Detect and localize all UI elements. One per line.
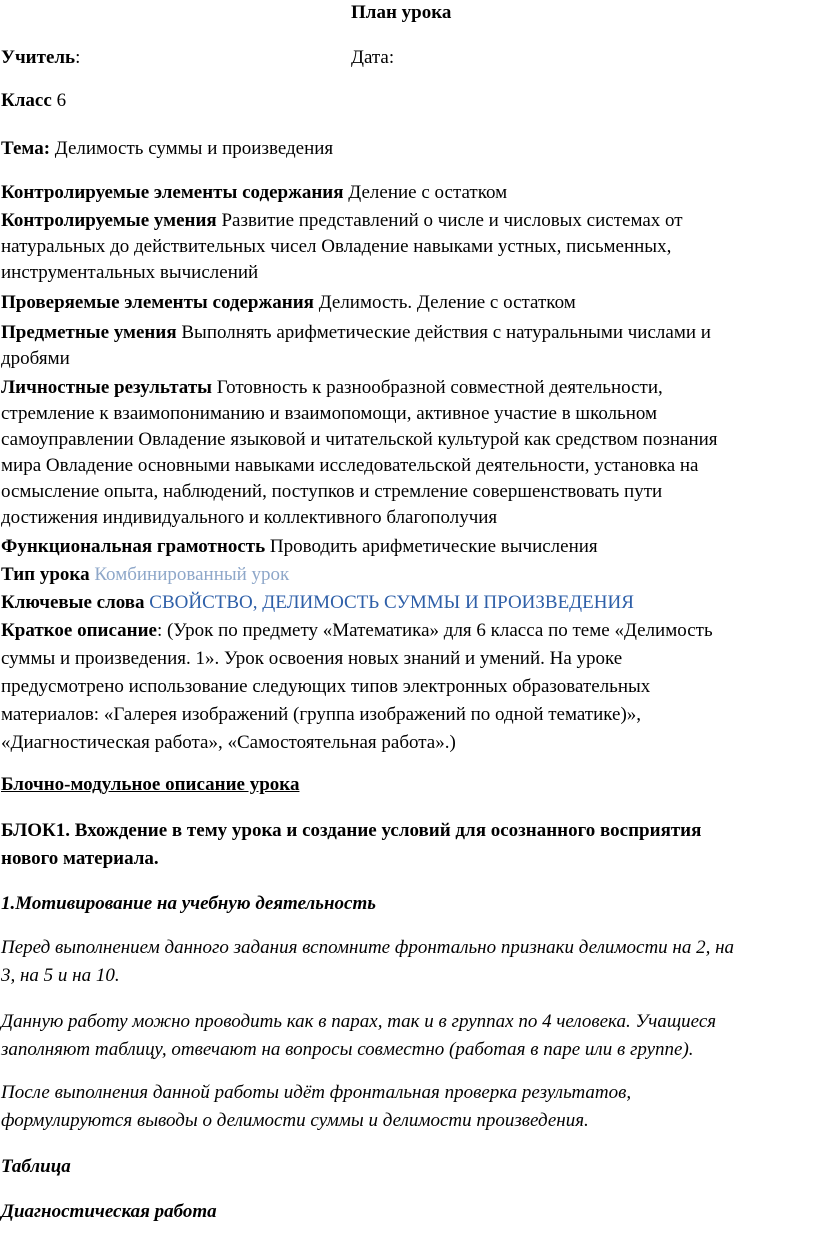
teacher-line — [1, 45, 80, 71]
checked-elements-line — [1, 290, 576, 316]
keywords-label: Ключевые слова — [1, 592, 145, 613]
keywords-line — [1, 590, 634, 616]
paragraph-2-line-1: Данную работу можно проводить как в парах, так и в группах по 4 человека. Учащиеся — [1, 1011, 717, 1032]
personal-line-4: мира Овладение основными навыками исследовательской деятельности, установка на — [1, 455, 699, 476]
teacher-label: Учитель — [1, 47, 76, 68]
block1-heading-line-1: БЛОК1. Вхождение в тему урока и создание условий для осознанного восприятия — [1, 820, 702, 841]
skills-line-2: натуральных до действительных чисел Овладение навыками устных, письменных, — [1, 236, 672, 257]
personal-line-1 — [1, 375, 663, 401]
personal-line-3: самоуправлении Овладение языковой и читательской культурой как средством познания — [1, 429, 718, 450]
skills-label: Контролируемые умения — [1, 210, 217, 231]
topic-line — [1, 136, 333, 162]
topic-label: Тема: — [1, 138, 51, 159]
lesson-type-label: Тип урока — [1, 564, 90, 585]
subject-skills-line-2: дробями — [1, 348, 70, 369]
paragraph-1-line-1: Перед выполнением данного задания вспомните фронтально признаки делимости на 2, на — [1, 937, 735, 958]
paragraph-3-line-2: формулируются выводы о делимости суммы и делимости произведения. — [1, 1110, 589, 1131]
subject-skills-label: Предметные умения — [1, 322, 177, 343]
personal-label: Личностные результаты — [1, 377, 212, 398]
block1-heading-line-2: нового материала. — [1, 848, 159, 869]
summary-text-1: : (Урок по предмету «Математика» для 6 класса по теме «Делимость — [156, 620, 713, 641]
skills-line-3: инструментальных вычислений — [1, 262, 259, 283]
summary-line-4: материалов: «Галерея изображений (группа изображений по одной тематике)», — [1, 704, 642, 725]
subject-skills-text-1: Выполнять арифметические действия с натуральными числами и — [176, 322, 711, 343]
motivation-heading: 1.Мотивирование на учебную деятельность — [1, 893, 376, 914]
content-elements-label: Контролируемые элементы содержания — [1, 182, 344, 203]
literacy-value: Проводить арифметические вычисления — [265, 536, 598, 557]
skills-line-1 — [1, 208, 683, 234]
paragraph-2-line-2: заполняют таблицу, отвечают на вопросы совместно (работая в паре или в группе). — [1, 1039, 694, 1060]
summary-line-5: «Диагностическая работа», «Самостоятельная работа».) — [1, 732, 456, 753]
content-elements-value: Деление с остатком — [343, 182, 508, 203]
literacy-line — [1, 534, 598, 560]
personal-line-5: осмысление опыта, наблюдений, поступков и стремление совершенствовать пути — [1, 481, 663, 502]
summary-line-1 — [1, 618, 713, 644]
class-label: Класс — [1, 90, 52, 111]
checked-elements-label: Проверяемые элементы содержания — [1, 292, 314, 313]
checked-elements-value: Делимость. Деление с остатком — [313, 292, 576, 313]
skills-text-1: Развитие представлений о числе и числовых системах от — [216, 210, 683, 231]
subject-skills-line-1 — [1, 320, 711, 346]
topic-value: Делимость суммы и произведения — [50, 138, 334, 159]
class-value: 6 — [51, 90, 67, 111]
diagnostic-heading: Диагностическая работа — [1, 1201, 217, 1222]
lesson-type-line — [1, 562, 289, 588]
personal-line-6: достижения индивидуального и коллективного благополучия — [1, 507, 498, 528]
teacher-colon: : — [75, 47, 81, 68]
summary-line-2: суммы и произведения. 1». Урок освоения новых знаний и умений. На уроке — [1, 648, 623, 669]
class-line — [1, 88, 66, 114]
modular-description-heading: Блочно-модульное описание урока — [1, 774, 300, 795]
document-title: План урока — [351, 2, 452, 23]
summary-label: Краткое описание — [1, 620, 157, 641]
lesson-type-value: Комбинированный урок — [89, 564, 290, 585]
summary-line-3: предусмотрено использование следующих типов электронных образовательных — [1, 676, 651, 697]
keywords-value: СВОЙСТВО, ДЕЛИМОСТЬ СУММЫ И ПРОИЗВЕДЕНИЯ — [144, 592, 634, 613]
personal-line-2: стремление к взаимопониманию и взаимопомощи, активное участие в школьном — [1, 403, 658, 424]
table-heading: Таблица — [1, 1156, 71, 1177]
date-label: Дата: — [351, 47, 395, 68]
literacy-label: Функциональная грамотность — [1, 536, 266, 557]
content-elements-line — [1, 180, 507, 206]
paragraph-3-line-1: После выполнения данной работы идёт фронтальная проверка результатов, — [1, 1082, 632, 1103]
paragraph-1-line-2: 3, на 5 и на 10. — [1, 965, 120, 986]
personal-text-1: Готовность к разнообразной совместной деятельности, — [212, 377, 663, 398]
